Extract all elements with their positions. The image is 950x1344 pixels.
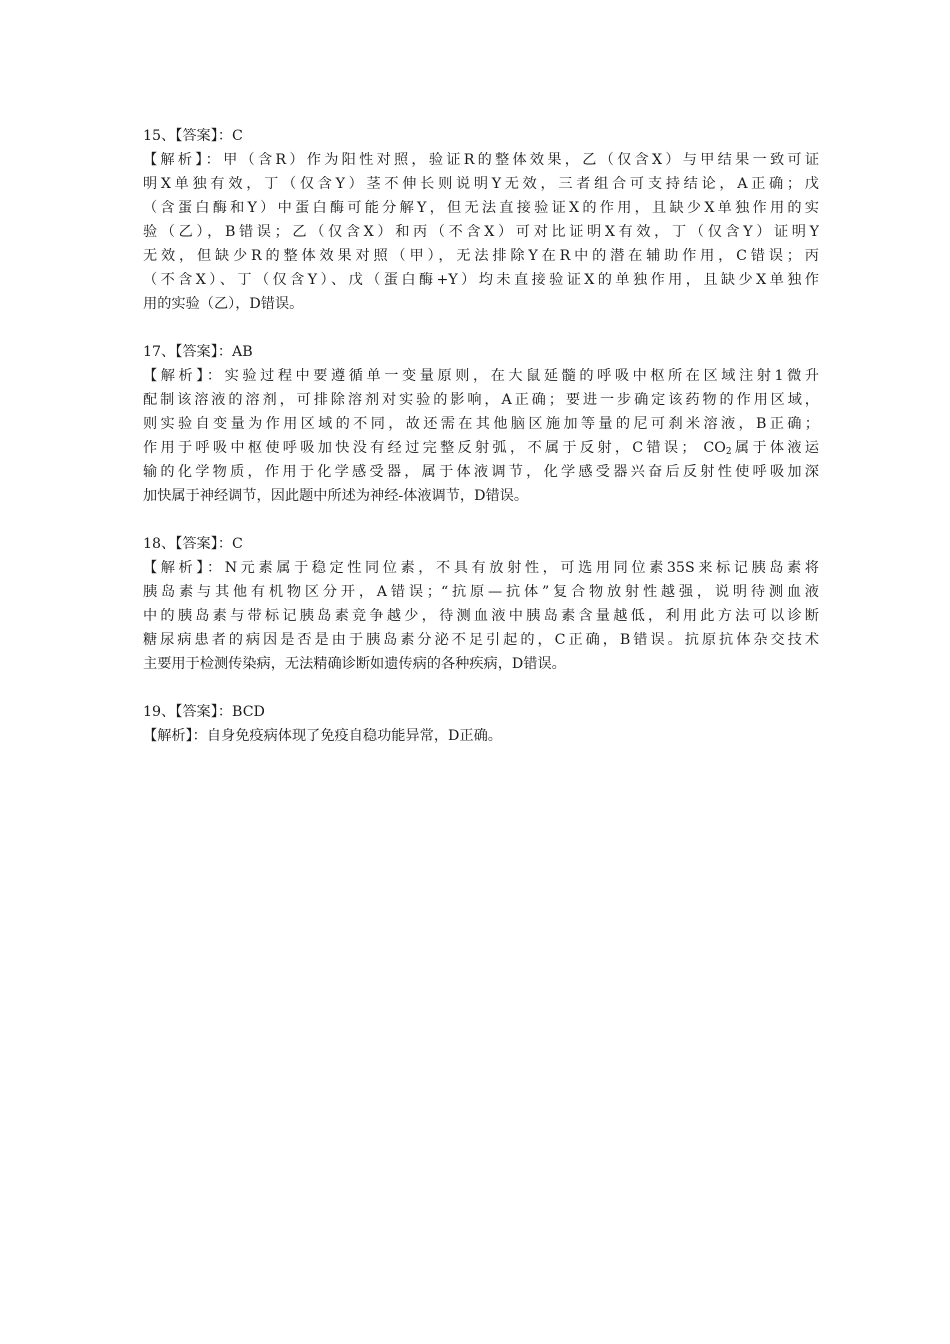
analysis-line: 输的化学物质，作用于化学感受器，属于体液调节，化学感受器兴奋后反射性使呼吸加深 <box>143 464 819 480</box>
analysis-line: 则实验自变量为作用区域的不同，故还需在其他脑区施加等量的尼可刹米溶液，B正确； <box>143 416 819 432</box>
analysis-text: ：甲（含R）作为阳性对照，验证R的整体效果，乙（仅含X）与甲结果一致可证 <box>205 152 819 168</box>
answer-item-18 <box>143 532 819 676</box>
answer-separator: ： <box>217 128 233 144</box>
analysis-text: ：N元素属于稳定性同位素，不具有放射性，可选用同位素35S来标记胰岛素将 <box>206 560 819 576</box>
answer-value: C <box>232 128 243 144</box>
answer-line <box>143 124 819 148</box>
question-number: 18、 <box>143 536 176 552</box>
answer-separator: ： <box>217 536 233 552</box>
analysis-text: 属于体液运 <box>731 440 819 456</box>
analysis-line: 明X单独有效，丁（仅含Y）茎不伸长则说明Y无效，三者组合可支持结论，A正确；戊 <box>143 176 819 192</box>
answer-item-17 <box>143 340 819 508</box>
answer-label: 【答案】 <box>175 344 218 360</box>
analysis-line: 加快属于神经调节，因此题中所述为神经-体液调节，D错误。 <box>143 488 529 504</box>
question-number: 15、 <box>143 128 176 144</box>
answer-line <box>143 340 819 364</box>
analysis-text: ：自身免疫病体现了免疫自稳功能异常，D正确。 <box>192 728 502 744</box>
analysis-line: 主要用于检测传染病，无法精确诊断如遗传病的各种疾病，D错误。 <box>143 656 566 672</box>
analysis-line: 无效，但缺少R的整体效果对照（甲），无法排除Y在R中的潜在辅助作用，C错误；丙 <box>143 248 819 264</box>
answer-value: BCD <box>232 704 265 720</box>
analysis-line: 糖尿病患者的病因是否是由于胰岛素分泌不足引起的，C正确，B错误。抗原抗体杂交技术 <box>143 632 819 648</box>
analysis-text: 作用于呼吸中枢使呼吸加快没有经过完整反射弧，不属于反射，C错误； <box>143 440 696 456</box>
analysis-line: 验（乙），B错误；乙（仅含X）和丙（不含X）可对比证明X有效，丁（仅含Y）证明Y <box>143 224 819 240</box>
analysis-line <box>143 724 819 748</box>
analysis-label: 【解析】 <box>143 152 206 168</box>
analysis-line: （含蛋白酶和Y）中蛋白酶可能分解Y，但无法直接验证X的作用，且缺少X单独作用的实 <box>143 200 819 216</box>
analysis-line <box>143 556 819 580</box>
answer-label: 【答案】 <box>175 536 218 552</box>
co2-formula: $CO_2$ <box>703 440 732 457</box>
question-number: 17、 <box>143 344 176 360</box>
answer-value: AB <box>232 344 253 360</box>
answer-item-19 <box>143 700 819 748</box>
answer-label: 【答案】 <box>175 128 218 144</box>
analysis-line: 配制该溶液的溶剂，可排除溶剂对实验的影响，A正确；要进一步确定该药物的作用区域， <box>143 392 819 408</box>
answer-separator: ： <box>217 344 233 360</box>
answer-separator: ： <box>217 704 233 720</box>
analysis-line <box>143 148 819 172</box>
analysis-line: 胰岛素与其他有机物区分开，A错误；“抗原—抗体”复合物放射性越强，说明待测血液 <box>143 584 819 600</box>
analysis-text: ：实验过程中要遵循单一变量原则，在大鼠延髓的呼吸中枢所在区域注射1微升 <box>206 368 819 384</box>
answer-label: 【答案】 <box>175 704 218 720</box>
question-number: 19、 <box>143 704 176 720</box>
analysis-label: 【解析】 <box>143 368 207 384</box>
analysis-line <box>143 436 819 460</box>
answer-line <box>143 532 819 556</box>
analysis-line: （不含X）、丁（仅含Y）、戊（蛋白酶+Y）均未直接验证X的单独作用，且缺少X单独作 <box>143 272 819 288</box>
analysis-line <box>143 364 819 388</box>
answer-item-15 <box>143 124 819 316</box>
answer-value: C <box>232 536 243 552</box>
analysis-line: 中的胰岛素与带标记胰岛素竞争越少，待测血液中胰岛素含量越低，利用此方法可以诊断 <box>143 608 819 624</box>
answer-line <box>143 700 819 724</box>
analysis-label: 【解析】 <box>143 560 207 576</box>
analysis-line: 用的实验（乙），D错误。 <box>143 296 304 312</box>
analysis-label: 【解析】 <box>143 728 193 744</box>
document-body <box>143 124 819 772</box>
